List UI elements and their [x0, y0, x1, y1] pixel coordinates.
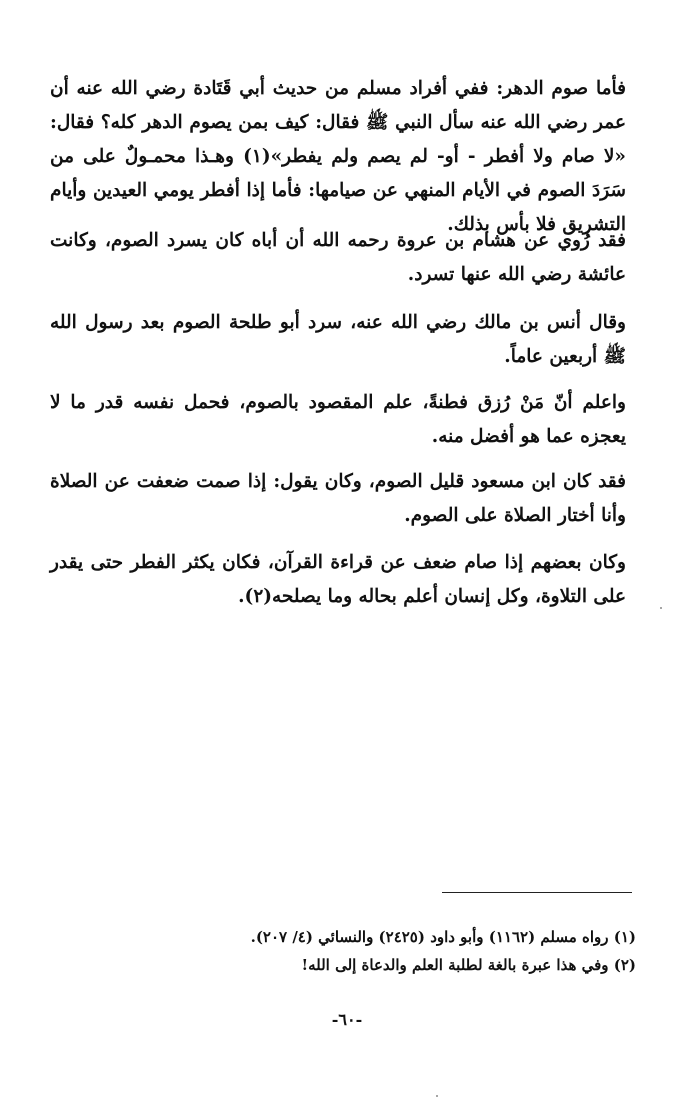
footnote-2: (٢) وفي هذا عبرة بالغة لطلبة العلم والدعاة إلى الله!: [301, 956, 636, 974]
paragraph-anas-narration: وقال أنس بن مالك رضي الله عنه، سرد أبو طلحة الصوم بعد رسول الله ﷺ أربعين عاماً.: [50, 312, 626, 367]
paragraph-quran-recitation: وكان بعضهم إذا صام ضعف عن قراءة القرآن، فكان يكثر الفطر حتى يقدر على التلاوة، وكل إنسان أعلم بحاله وما يصلحه(٢).: [50, 552, 626, 607]
footnote-separator: [442, 892, 632, 893]
footnote-1: (١) رواه مسلم (١١٦٢) وأبو داود (٢٤٢٥) والنسائي (٤/ ٢٠٧).: [250, 928, 636, 946]
paragraph-fasting-forever: فأما صوم الدهر: ففي أفراد مسلم من حديث أبي قَتَادة رضي الله عنه أن عمر رضي الله عنه سأل النبي ﷺ فقال: كيف بمن يصوم الدهر كله؟ فقال: «لا صام ولا أفطر - أو- لم يصم ولم يفطر»(١) وهـذا محمـولٌ على من سَرَدَ الصوم في الأيام المنهي عن صيامها: فأما إذا أفطر يومي العيدين وأيام التشريق فلا بأس بذلك.: [50, 78, 626, 235]
paragraph-hisham-narration: فقد رُوي عن هشام بن عروة رحمه الله أن أباه كان يسرد الصوم، وكانت عائشة رضي الله عنها تسرد.: [50, 230, 626, 285]
scan-speck: [436, 1095, 438, 1097]
scan-speck: [660, 607, 662, 609]
paragraph-purpose-of-fasting: واعلم أنّ مَنْ رُزق فطنةً، علم المقصود بالصوم، فحمل نفسه قدر ما لا يعجزه عما هو أفضل منه.: [50, 392, 626, 447]
page-number: -٦٠-: [331, 1010, 363, 1029]
paragraph-ibn-masud: فقد كان ابن مسعود قليل الصوم، وكان يقول: إذا صمت ضعفت عن الصلاة وأنا أختار الصلاة على الصوم.: [50, 471, 626, 526]
